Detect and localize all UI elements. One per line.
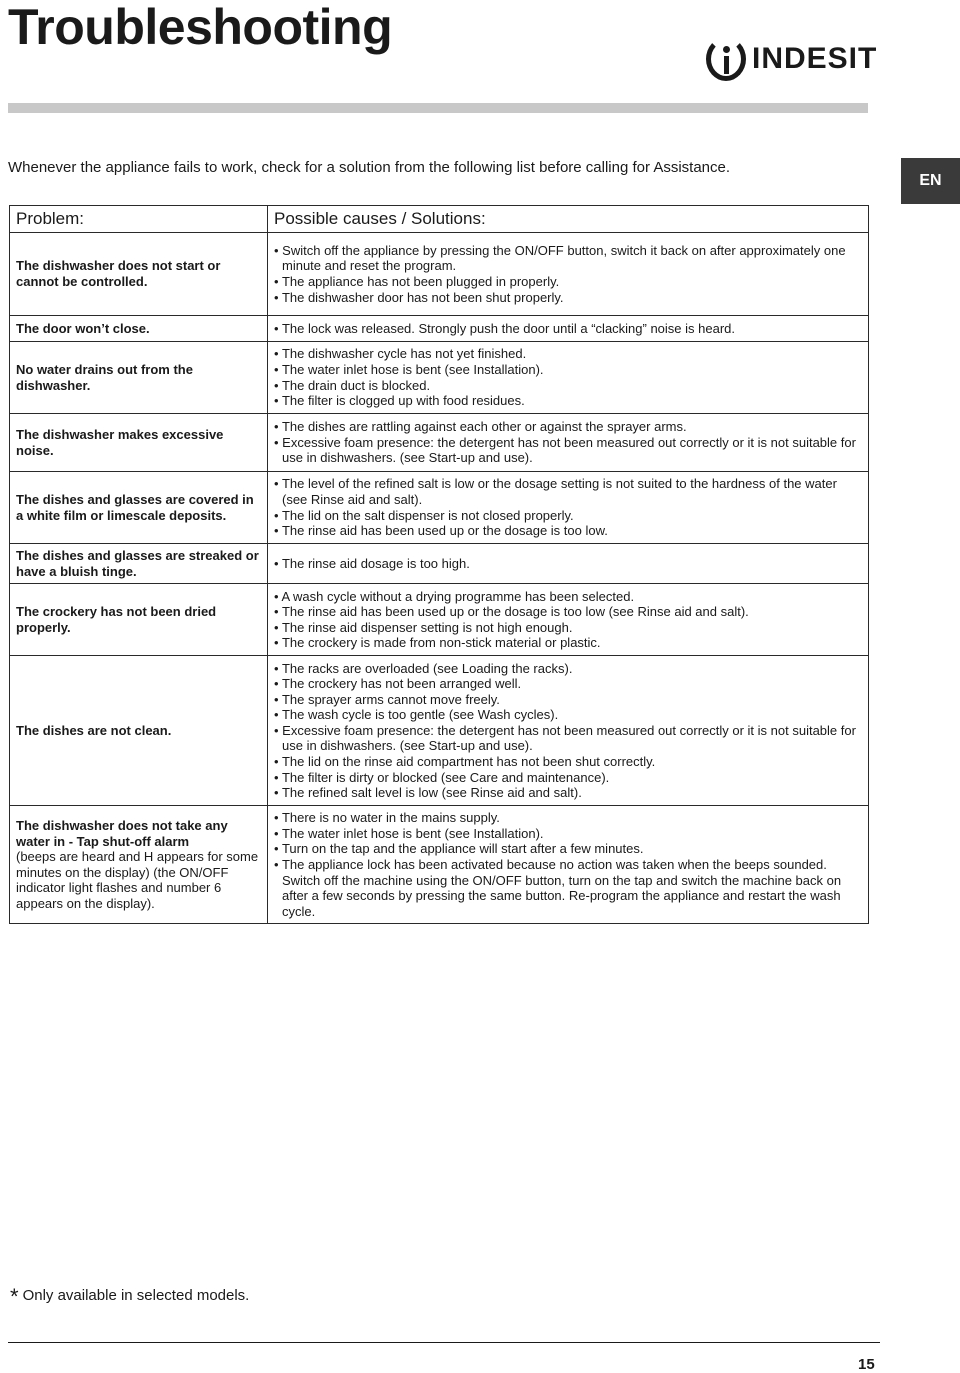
footnote-text: Only available in selected models. [22, 1287, 250, 1304]
problem-cell [10, 806, 268, 924]
solutions-cell [268, 584, 869, 656]
solution-item: • Excessive foam presence: the detergent has not been measured out correctly or it is not suitable for use in dishwashers. (see Start-up and use). [274, 723, 862, 754]
solution-item: • The level of the refined salt is low or the dosage setting is not suited to the hardness of the water (see Rinse aid and salt). [274, 476, 862, 507]
table-row [10, 233, 869, 316]
page-number: 15 [858, 1356, 875, 1373]
solution-item: • The lock was released. Strongly push the door until a “clacking” noise is heard. [274, 321, 862, 337]
solution-item: • A wash cycle without a drying programme has been selected. [274, 589, 862, 605]
solutions-cell [268, 656, 869, 806]
language-tab: EN [901, 158, 960, 204]
header-solutions: Possible causes / Solutions: [268, 206, 869, 233]
table-row [10, 316, 869, 342]
solution-item: • The racks are overloaded (see Loading the racks). [274, 661, 862, 677]
problem-cell: The door won’t close. [10, 316, 268, 342]
header-problem: Problem: [10, 206, 268, 233]
table-row [10, 414, 869, 472]
problem-note: (beeps are heard and H appears for some minutes on the display) (the ON/OFF indicator light flashes and number 6 appears on the display). [16, 849, 259, 911]
solutions-cell [268, 806, 869, 924]
solution-item: • The dishes are rattling against each other or against the sprayer arms. [274, 419, 862, 435]
footnote [10, 1284, 249, 1310]
problem-cell: The dishes are not clean. [10, 656, 268, 806]
solution-item: • The rinse aid dispenser setting is not high enough. [274, 620, 862, 636]
solution-item: • The crockery is made from non-stick material or plastic. [274, 635, 862, 651]
solutions-cell [268, 316, 869, 342]
solution-item: • The dishwasher door has not been shut properly. [274, 290, 862, 306]
solution-item: • The appliance lock has been activated because no action was taken when the beeps sounded. Switch off the machine using the ON/OFF button, turn on the tap and switch the machine back on after a few seconds by pressing the same button. Re-program the appliance and restart the wash cycle. [274, 857, 862, 919]
solution-item: • The rinse aid has been used up or the dosage is too low (see Rinse aid and salt). [274, 604, 862, 620]
solution-item: • The lid on the rinse aid compartment has not been shut correctly. [274, 754, 862, 770]
solutions-cell [268, 472, 869, 544]
brand-logo [706, 34, 877, 84]
problem-cell: The dishwasher makes excessive noise. [10, 414, 268, 472]
solution-item: • The lid on the salt dispenser is not closed properly. [274, 508, 862, 524]
solution-item: • The water inlet hose is bent (see Installation). [274, 826, 862, 842]
solution-item: • The filter is clogged up with food residues. [274, 393, 862, 409]
solution-item: • The crockery has not been arranged well. [274, 676, 862, 692]
solutions-cell [268, 544, 869, 584]
solution-item: • The water inlet hose is bent (see Installation). [274, 362, 862, 378]
problem-cell: No water drains out from the dishwasher. [10, 342, 268, 414]
solution-item: • The refined salt level is low (see Rinse aid and salt). [274, 785, 862, 801]
intro-text: Whenever the appliance fails to work, check for a solution from the following list before calling for Assistance. [8, 159, 731, 176]
footer-rule [8, 1342, 880, 1343]
table-row [10, 544, 869, 584]
solution-item: • Switch off the appliance by pressing the ON/OFF button, switch it back on after approximately one minute and reset the program. [274, 243, 862, 274]
solution-item: • The drain duct is blocked. [274, 378, 862, 394]
table-row [10, 584, 869, 656]
table-row [10, 806, 869, 924]
brand-name: INDESIT [752, 42, 878, 75]
solution-item: • The dishwasher cycle has not yet finished. [274, 346, 862, 362]
table-row [10, 656, 869, 806]
problem-cell: The crockery has not been dried properly. [10, 584, 268, 656]
problem-cell: The dishwasher does not start or cannot be controlled. [10, 233, 268, 316]
problem-cell: The dishes and glasses are covered in a white film or limescale deposits. [10, 472, 268, 544]
solution-item: • The wash cycle is too gentle (see Wash cycles). [274, 707, 862, 723]
problem-title: The dishwasher does not take any water in - Tap shut-off alarm [16, 817, 228, 849]
footnote-marker: * [10, 1284, 19, 1309]
solutions-cell [268, 342, 869, 414]
page-title: Troubleshooting [8, 0, 393, 55]
solution-item: • The sprayer arms cannot move freely. [274, 692, 862, 708]
solution-item: • The rinse aid dosage is too high. [274, 556, 862, 572]
problem-cell: The dishes and glasses are streaked or have a bluish tinge. [10, 544, 268, 584]
table-row [10, 342, 869, 414]
brand-logo-icon [706, 37, 746, 81]
solution-item: • The appliance has not been plugged in properly. [274, 274, 862, 290]
solution-item: • The rinse aid has been used up or the dosage is too low. [274, 523, 862, 539]
solution-item: • There is no water in the mains supply. [274, 810, 862, 826]
header-rule [8, 103, 868, 113]
solution-item: • The filter is dirty or blocked (see Care and maintenance). [274, 770, 862, 786]
solution-item: • Turn on the tap and the appliance will start after a few minutes. [274, 841, 862, 857]
solutions-cell [268, 233, 869, 316]
troubleshooting-table [9, 205, 869, 924]
table-row [10, 472, 869, 544]
solutions-cell [268, 414, 869, 472]
solution-item: • Excessive foam presence: the detergent has not been measured out correctly or it is not suitable for use in dishwashers. (see Start-up and use). [274, 435, 862, 466]
